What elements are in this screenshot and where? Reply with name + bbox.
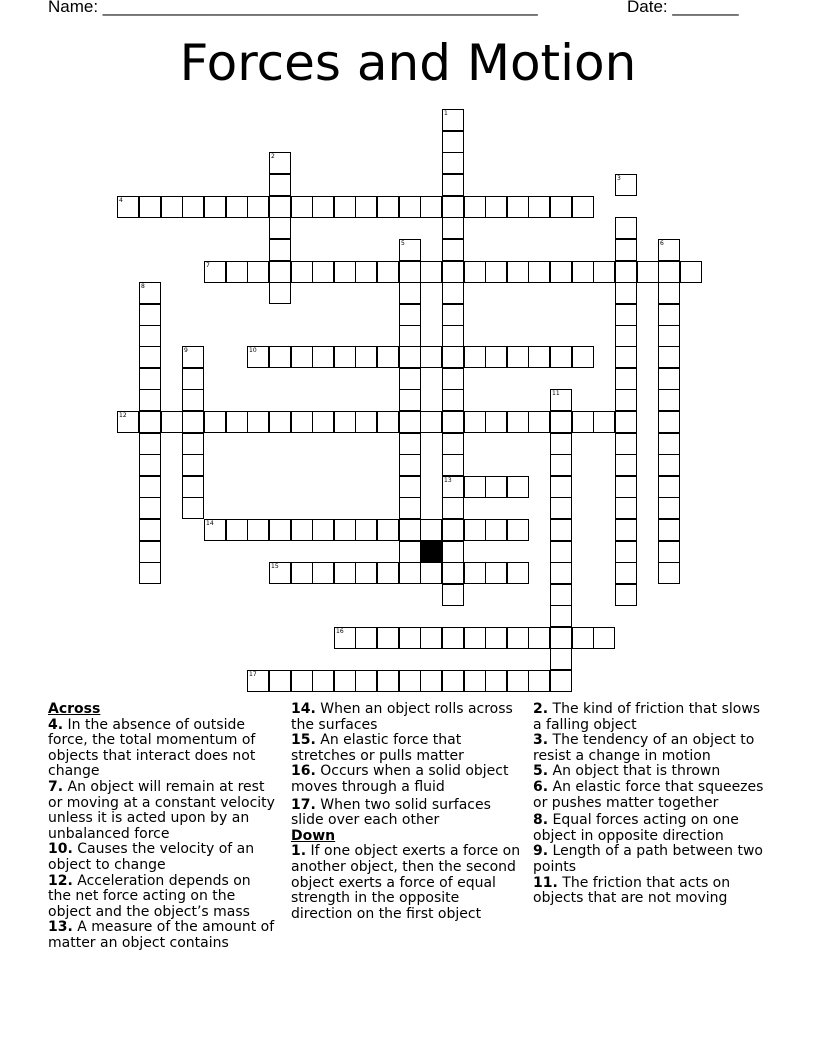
grid-cell[interactable] [507,411,529,433]
grid-cell[interactable] [377,670,399,692]
grid-cell[interactable] [442,411,464,433]
grid-cell[interactable] [658,239,680,261]
grid-cell[interactable] [139,389,161,411]
clue-down-2: 2. The kind of friction that slows a falling object [533,701,761,733]
grid-cell[interactable] [139,325,161,347]
grid-cell[interactable] [550,389,572,411]
grid-cell[interactable] [291,519,313,541]
grid-cell[interactable] [139,541,161,563]
grid-cell[interactable] [464,627,486,649]
grid-cell[interactable] [355,519,377,541]
grid-cell[interactable] [442,196,464,218]
grid-cell[interactable] [377,196,399,218]
grid-cell[interactable] [399,411,421,433]
grid-cell[interactable] [442,454,464,476]
grid-cell[interactable] [139,346,161,368]
grid-cell[interactable] [182,411,204,433]
clue-number: 8 [141,283,145,290]
grid-cell[interactable] [182,389,204,411]
grid-cell[interactable] [550,584,572,606]
clue-across-15: 15. An elastic force that stretches or pulls matter [291,732,464,764]
grid-cell[interactable] [550,497,572,519]
page-title: Forces and Motion [179,34,637,92]
grid-cell[interactable] [399,541,421,563]
grid-cell[interactable] [247,346,269,368]
down-heading: Down [291,827,336,844]
grid-cell[interactable] [269,411,291,433]
grid-cell[interactable] [550,627,572,649]
grid-cell[interactable] [572,261,594,283]
grid-cell[interactable] [615,454,637,476]
grid-cell[interactable] [355,627,377,649]
grid-cell[interactable] [420,261,442,283]
grid-cell[interactable] [442,584,464,606]
grid-cell[interactable] [399,304,421,326]
grid-cell[interactable] [420,519,442,541]
clue-number: 1 [444,110,448,117]
grid-cell[interactable] [291,562,313,584]
grid-cell[interactable] [550,261,572,283]
grid-cell[interactable] [355,261,377,283]
grid-cell[interactable] [615,476,637,498]
grid-cell[interactable] [464,196,486,218]
grid-cell[interactable] [377,346,399,368]
grid-cell[interactable] [226,519,248,541]
grid-cell[interactable] [226,196,248,218]
clue-down-8: 8. Equal forces acting on one object in opposite direction [533,812,739,844]
grid-cell[interactable] [615,261,637,283]
clue-across-4: 4. In the absence of outside force, the total momentum of objects that interact does not change [48,716,256,780]
grid-cell[interactable] [420,562,442,584]
grid-cell[interactable] [269,239,291,261]
grid-cell[interactable] [442,368,464,390]
grid-cell[interactable] [334,261,356,283]
grid-cell[interactable] [442,476,464,498]
grid-cell[interactable] [182,454,204,476]
grid-cell[interactable] [312,346,334,368]
grid-cell[interactable] [334,519,356,541]
grid-cell[interactable] [399,239,421,261]
grid-cell[interactable] [442,239,464,261]
grid-cell[interactable] [247,670,269,692]
grid-cell[interactable] [442,282,464,304]
grid-cell[interactable] [399,497,421,519]
grid-cell[interactable] [204,411,226,433]
clue-number: 4 [119,197,123,204]
grid-cell[interactable] [637,261,659,283]
grid-cell[interactable] [507,519,529,541]
clue-across-7: 7. An object will remain at rest or moving at a constant velocity unless it is acted upon by an unbalanced force [48,778,275,842]
grid-cell[interactable] [658,562,680,584]
grid-cell[interactable] [399,519,421,541]
grid-cell[interactable] [507,627,529,649]
grid-cell[interactable] [464,519,486,541]
grid-cell[interactable] [139,304,161,326]
grid-cell[interactable] [334,670,356,692]
grid-cell[interactable] [615,389,637,411]
grid-cell[interactable] [399,562,421,584]
grid-cell[interactable] [550,605,572,627]
grid-cell[interactable] [269,282,291,304]
grid-cell[interactable] [485,346,507,368]
grid-cell[interactable] [528,670,550,692]
grid-cell[interactable] [139,282,161,304]
grid-cell[interactable] [615,217,637,239]
clue-number: 12 [119,412,127,419]
clue-number: 16 [336,628,344,635]
grid-cell[interactable] [182,196,204,218]
grid-cell[interactable] [399,454,421,476]
grid-cell[interactable] [572,411,594,433]
grid-cell[interactable] [139,497,161,519]
grid-cell[interactable] [334,411,356,433]
grid-cell[interactable] [442,346,464,368]
grid-cell[interactable] [464,476,486,498]
grid-cell[interactable] [182,433,204,455]
grid-cell[interactable] [182,497,204,519]
date-line: Date: _______ [627,0,739,16]
grid-cell[interactable] [528,261,550,283]
grid-cell[interactable] [399,670,421,692]
grid-cell[interactable] [442,627,464,649]
grid-cell[interactable] [139,454,161,476]
grid-cell[interactable] [399,196,421,218]
grid-cell[interactable] [377,627,399,649]
grid-cell[interactable] [139,368,161,390]
grid-cell[interactable] [442,562,464,584]
grid-cell[interactable] [464,346,486,368]
grid-cell[interactable] [204,261,226,283]
grid-cell[interactable] [528,346,550,368]
grid-cell[interactable] [550,562,572,584]
grid-cell[interactable] [139,476,161,498]
clue-across-13: 13. A measure of the amount of matter an object contains [48,919,275,951]
grid-cell[interactable] [528,196,550,218]
grid-cell[interactable] [507,476,529,498]
grid-cell[interactable] [507,670,529,692]
grid-cell[interactable] [399,282,421,304]
clue-number: 17 [249,671,257,678]
grid-cell[interactable] [161,196,183,218]
clue-number: 10 [249,347,257,354]
grid-cell[interactable] [420,627,442,649]
grid-cell[interactable] [615,411,637,433]
grid-cell[interactable] [420,196,442,218]
grid-cell[interactable] [312,196,334,218]
grid-cell[interactable] [485,627,507,649]
grid-cell[interactable] [269,152,291,174]
grid-cell[interactable] [615,346,637,368]
grid-cell[interactable] [355,411,377,433]
grid-cell[interactable] [507,196,529,218]
grid-cell[interactable] [182,346,204,368]
clue-number: 6 [660,240,664,247]
grid-cell[interactable] [139,519,161,541]
grid-cell[interactable] [204,519,226,541]
grid-cell[interactable] [291,196,313,218]
grid-cell[interactable] [658,261,680,283]
grid-cell[interactable] [550,670,572,692]
grid-cell[interactable] [485,562,507,584]
grid-cell[interactable] [658,389,680,411]
clue-number: 13 [444,477,452,484]
grid-cell[interactable] [442,131,464,153]
clue-down-6: 6. An elastic force that squeezes or pushes matter together [533,778,764,811]
clue-down-11: 11. The friction that acts on objects that are not moving [533,874,731,907]
clue-across-17: 17. When two solid surfaces slide over each other [291,796,491,829]
grid-cell[interactable] [615,304,637,326]
grid-cell[interactable] [442,541,464,563]
grid-cell[interactable] [247,261,269,283]
grid-cell[interactable] [615,519,637,541]
grid-cell[interactable] [593,411,615,433]
grid-cell[interactable] [269,519,291,541]
grid-cell[interactable] [355,562,377,584]
clue-column-1 [48,702,276,952]
clue-number: 9 [184,347,188,354]
grid-cell[interactable] [507,346,529,368]
grid-cell[interactable] [247,519,269,541]
grid-cell[interactable] [442,174,464,196]
clue-down-3: 3. The tendency of an object to resist a change in motion [533,732,755,764]
grid-cell[interactable] [464,411,486,433]
clue-number: 2 [271,153,275,160]
grid-cell[interactable] [312,562,334,584]
grid-cell[interactable] [312,261,334,283]
grid-cell[interactable] [247,196,269,218]
grid-cell[interactable] [615,239,637,261]
grid-cell[interactable] [399,346,421,368]
grid-cell[interactable] [615,541,637,563]
clue-column-3 [533,702,765,907]
grid-cell[interactable] [550,454,572,476]
grid-cell[interactable] [485,519,507,541]
clue-column-2 [291,702,523,922]
black-square [420,541,442,563]
grid-cell[interactable] [442,217,464,239]
grid-cell[interactable] [658,411,680,433]
grid-cell[interactable] [464,261,486,283]
grid-cell[interactable] [377,562,399,584]
grid-cell[interactable] [269,174,291,196]
grid-cell[interactable] [572,346,594,368]
grid-cell[interactable] [442,152,464,174]
grid-cell[interactable] [399,627,421,649]
grid-cell[interactable] [139,433,161,455]
grid-cell[interactable] [615,174,637,196]
grid-cell[interactable] [399,368,421,390]
grid-cell[interactable] [355,346,377,368]
grid-cell[interactable] [680,261,702,283]
grid-cell[interactable] [550,433,572,455]
grid-cell[interactable] [615,562,637,584]
grid-cell[interactable] [442,389,464,411]
grid-cell[interactable] [615,497,637,519]
grid-cell[interactable] [550,411,572,433]
grid-cell[interactable] [247,411,269,433]
grid-cell[interactable] [485,196,507,218]
grid-cell[interactable] [550,519,572,541]
grid-cell[interactable] [269,670,291,692]
clue-number: 15 [271,563,279,570]
grid-cell[interactable] [377,411,399,433]
clue-across-12: 12. Acceleration depends on the net force acting on the object and the object’s mass [48,872,251,920]
grid-cell[interactable] [420,411,442,433]
grid-cell[interactable] [377,519,399,541]
grid-cell[interactable] [442,519,464,541]
grid-cell[interactable] [464,562,486,584]
grid-cell[interactable] [658,519,680,541]
grid-cell[interactable] [355,196,377,218]
clue-down-1: 1. If one object exerts a force on another object, then the second object exerts a force of equal strength in the opposite direction on the first object [291,843,521,922]
grid-cell[interactable] [442,304,464,326]
grid-cell[interactable] [658,304,680,326]
grid-cell[interactable] [442,497,464,519]
grid-cell[interactable] [269,217,291,239]
clue-number: 5 [401,240,405,247]
clue-down-9: 9. Length of a path between two points [533,843,764,875]
grid-cell[interactable] [139,196,161,218]
grid-cell[interactable] [139,562,161,584]
grid-cell[interactable] [291,670,313,692]
clue-number: 11 [552,390,560,397]
grid-cell[interactable] [312,519,334,541]
clue-across-14: 14. When an object rolls across the surfaces [291,701,513,733]
grid-cell[interactable] [615,433,637,455]
name-line: Name: ______________________________________________ [48,0,538,16]
grid-cell[interactable] [291,346,313,368]
grid-cell[interactable] [658,325,680,347]
grid-cell[interactable] [658,497,680,519]
grid-cell[interactable] [485,261,507,283]
grid-cell[interactable] [572,196,594,218]
clue-down-5: 5. An object that is thrown [533,763,721,780]
grid-cell[interactable] [334,346,356,368]
grid-cell[interactable] [550,541,572,563]
grid-cell[interactable] [442,109,464,131]
grid-cell[interactable] [442,433,464,455]
grid-cell[interactable] [658,368,680,390]
grid-cell[interactable] [572,627,594,649]
grid-cell[interactable] [550,476,572,498]
grid-cell[interactable] [312,670,334,692]
grid-cell[interactable] [312,411,334,433]
grid-cell[interactable] [550,196,572,218]
grid-cell[interactable] [399,261,421,283]
grid-cell[interactable] [485,411,507,433]
grid-cell[interactable] [269,562,291,584]
grid-cell[interactable] [615,325,637,347]
grid-cell[interactable] [593,261,615,283]
grid-cell[interactable] [658,282,680,304]
grid-cell[interactable] [161,411,183,433]
grid-cell[interactable] [550,346,572,368]
clue-across-16: 16. Occurs when a solid object moves through a fluid [291,763,509,795]
grid-cell[interactable] [139,411,161,433]
grid-cell[interactable] [442,261,464,283]
grid-cell[interactable] [291,261,313,283]
grid-cell[interactable] [658,476,680,498]
grid-cell[interactable] [658,454,680,476]
grid-cell[interactable] [334,196,356,218]
grid-cell[interactable] [658,433,680,455]
grid-cell[interactable] [182,476,204,498]
grid-cell[interactable] [420,670,442,692]
grid-cell[interactable] [117,411,139,433]
grid-cell[interactable] [528,411,550,433]
grid-cell[interactable] [226,261,248,283]
grid-cell[interactable] [291,411,313,433]
grid-cell[interactable] [377,261,399,283]
clue-across-10: 10. Causes the velocity of an object to change [48,841,255,873]
grid-cell[interactable] [442,325,464,347]
grid-cell[interactable] [593,627,615,649]
grid-cell[interactable] [507,562,529,584]
grid-cell[interactable] [615,584,637,606]
grid-cell[interactable] [204,196,226,218]
grid-cell[interactable] [399,325,421,347]
grid-cell[interactable] [334,627,356,649]
clue-number: 14 [206,520,214,527]
grid-cell[interactable] [658,541,680,563]
grid-cell[interactable] [269,196,291,218]
grid-cell[interactable] [226,411,248,433]
grid-cell[interactable] [399,389,421,411]
grid-cell[interactable] [399,476,421,498]
grid-cell[interactable] [399,433,421,455]
grid-cell[interactable] [334,562,356,584]
grid-cell[interactable] [117,196,139,218]
grid-cell[interactable] [182,368,204,390]
grid-cell[interactable] [550,648,572,670]
grid-cell[interactable] [528,627,550,649]
clue-number: 3 [617,175,621,182]
grid-cell[interactable] [420,346,442,368]
clue-number: 7 [206,262,210,269]
grid-cell[interactable] [615,282,637,304]
grid-cell[interactable] [485,670,507,692]
grid-cell[interactable] [464,670,486,692]
grid-cell[interactable] [269,346,291,368]
grid-cell[interactable] [615,368,637,390]
grid-cell[interactable] [658,346,680,368]
grid-cell[interactable] [507,261,529,283]
grid-cell[interactable] [269,261,291,283]
grid-cell[interactable] [485,476,507,498]
grid-cell[interactable] [442,670,464,692]
grid-cell[interactable] [355,670,377,692]
across-heading: Across [48,701,101,717]
